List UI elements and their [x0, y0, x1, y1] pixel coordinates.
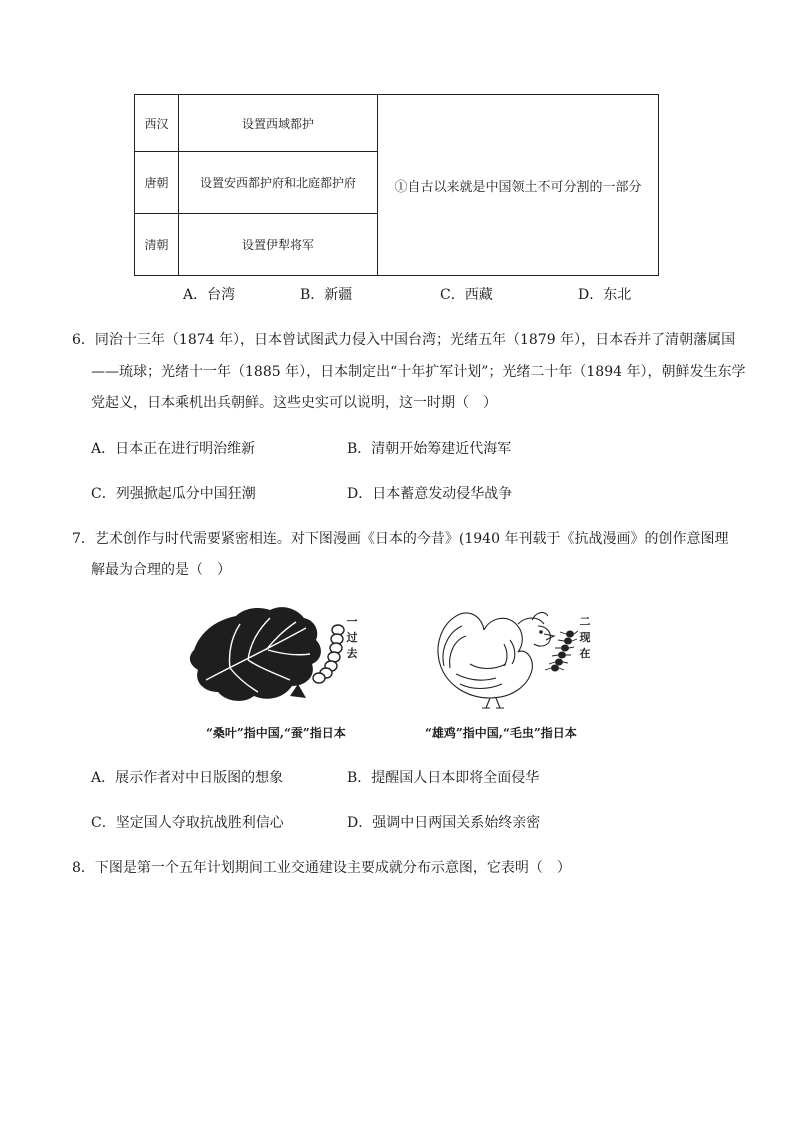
dynasty-cell: 唐朝 — [135, 152, 179, 214]
q7-option-a: A．展示作者对中日版图的想象 — [91, 770, 284, 786]
dynasty-cell: 西汉 — [135, 95, 179, 152]
rooster-caterpillar-illustration — [420, 604, 580, 712]
q7-option-c: C．坚定国人夺取抗战胜利信心 — [91, 815, 284, 831]
q6-option-a: A．日本正在进行明治维新 — [91, 441, 256, 457]
q6-option-b: B．清朝开始筹建近代海军 — [347, 441, 512, 457]
left-caption: “桑叶”指中国,“蚕”指日本 — [206, 726, 346, 740]
q7-line: 7．艺术创作与时代需要紧密相连。对下图漫画《日本的今昔》(1940 年刊载于《抗战漫画》的创作意图理 — [72, 531, 729, 547]
right-caption: “雄鸡”指中国,“毛虫”指日本 — [425, 726, 577, 740]
q7-option-d: D．强调中日两国关系始终亲密 — [347, 815, 541, 831]
history-table — [134, 94, 659, 276]
q6-option-c: C．列强掀起瓜分中国狂潮 — [91, 486, 256, 502]
q8-question: 8．下图是第一个五年计划期间工业交通建设主要成就分布示意图，它表明（ ） — [72, 860, 571, 876]
q7-option-b: B．提醒国人日本即将全面侵华 — [347, 770, 540, 786]
q5-option-c: C．西藏 — [440, 287, 493, 303]
q5-option-a: A．台湾 — [183, 287, 236, 303]
result-cell: ①自古以来就是中国领土不可分割的一部分 — [378, 95, 659, 276]
event-cell: 设置伊犁将军 — [179, 214, 378, 276]
q6-option-d: D．日本蓄意发动侵华战争 — [347, 486, 513, 502]
q6-line: 6．同治十三年（1874 年），日本曾试图武力侵入中国台湾；光绪五年（1879 年），日本吞并了清朝藩属国 — [72, 332, 736, 348]
q5-option-b: B．新疆 — [300, 287, 353, 303]
q6-line: ——琉球；光绪十一年（1885 年），日本制定出“十年扩军计划”；光绪二十年（1894 年），朝鲜发生东学 — [91, 364, 746, 380]
q6-line: 党起义，日本乘机出兵朝鲜。这些史实可以说明，这一时期（ ） — [91, 395, 497, 411]
q5-option-d: D．东北 — [578, 287, 632, 303]
q7-line: 解最为合理的是（ ） — [91, 562, 231, 578]
right-panel-label: 二现在 — [579, 615, 591, 660]
event-cell: 设置西域都护 — [179, 95, 378, 152]
left-panel-label: 一过去 — [346, 615, 358, 660]
event-cell: 设置安西都护府和北庭都护府 — [179, 152, 378, 214]
dynasty-cell: 清朝 — [135, 214, 179, 276]
mulberry-leaf-silkworm-illustration — [186, 602, 346, 712]
